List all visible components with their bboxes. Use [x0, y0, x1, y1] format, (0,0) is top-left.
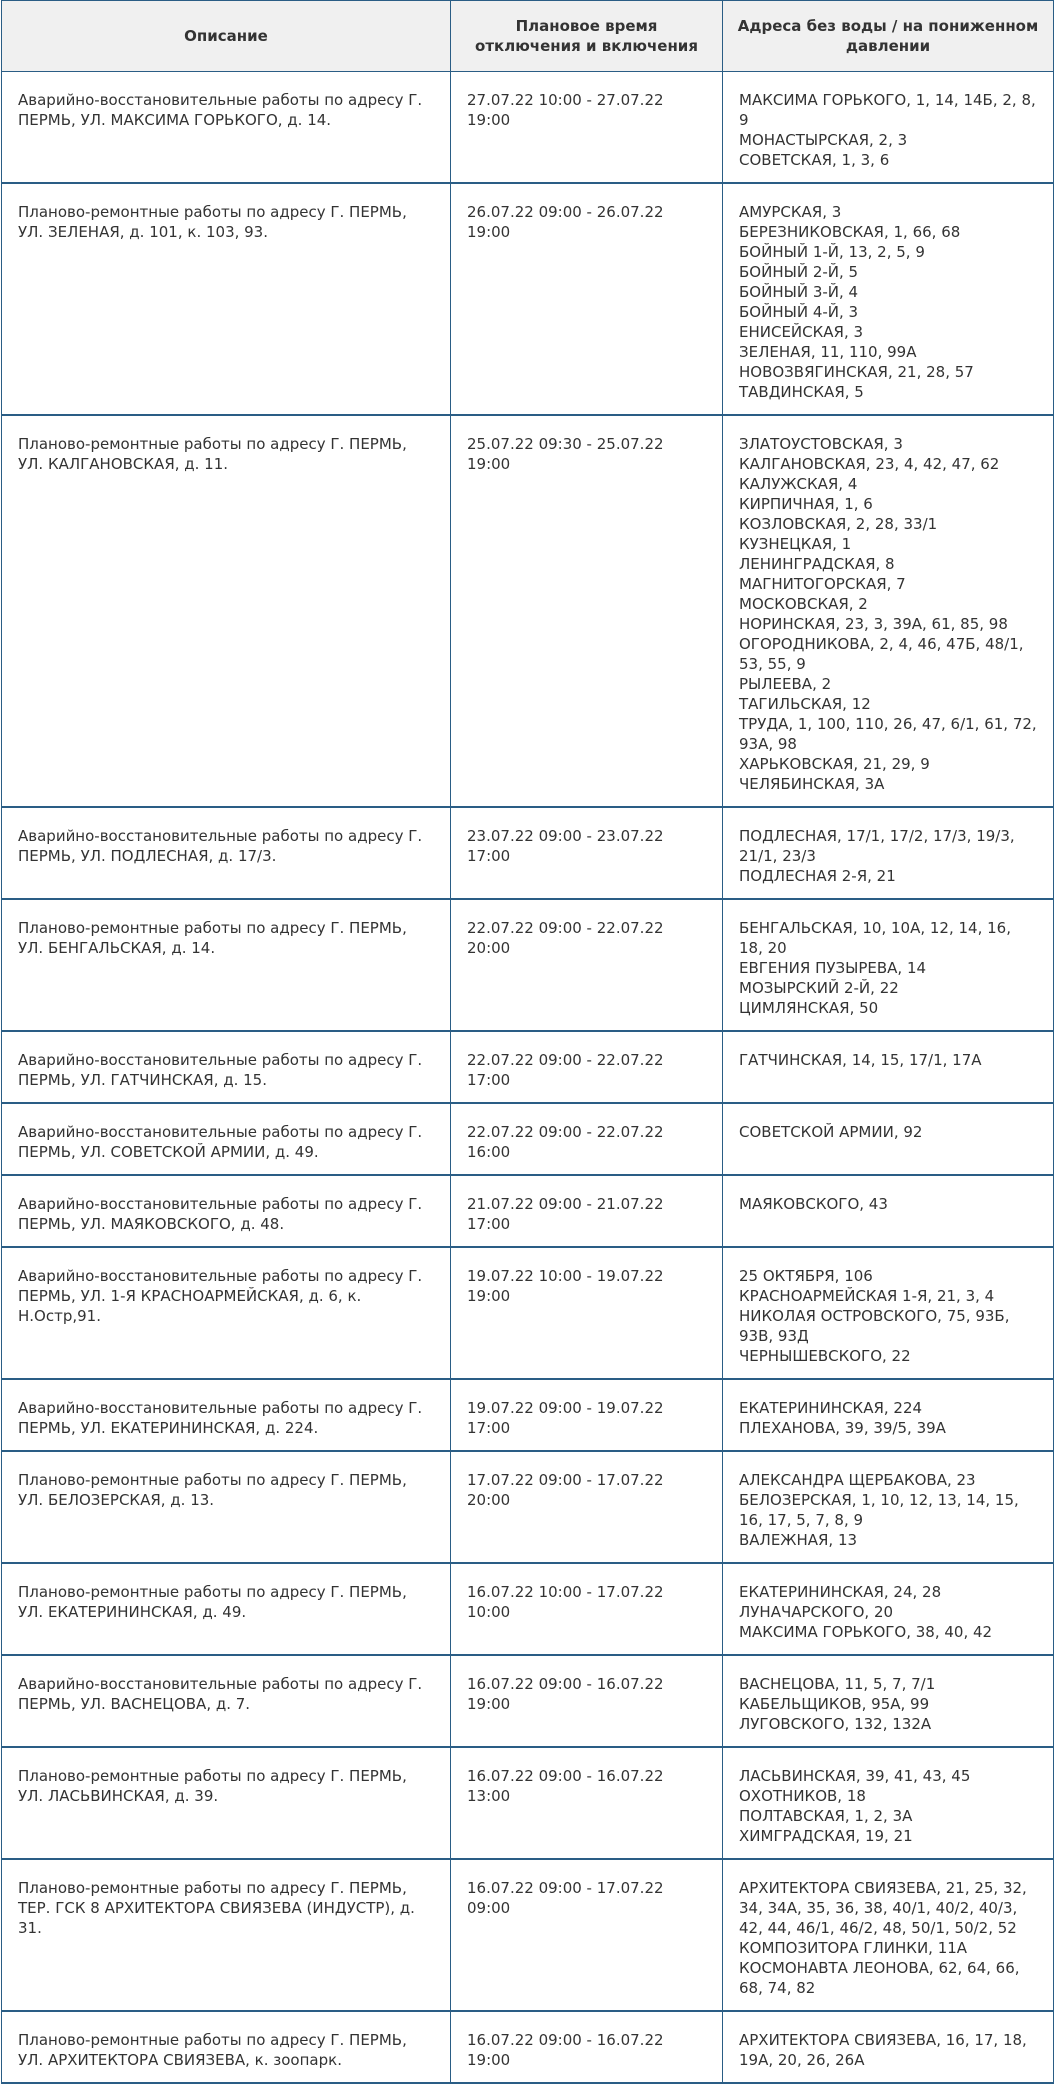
table-row	[2, 1747, 1054, 1859]
row-addresses	[723, 1859, 1054, 2011]
row-description: Аварийно-восстановительные работы по адресу Г. ПЕРМЬ, УЛ. ГАТЧИНСКАЯ, д. 15.	[2, 1031, 451, 1103]
table-row	[2, 1379, 1054, 1451]
table-row	[2, 1859, 1054, 2011]
address-line: ХАРЬКОВСКАЯ, 21, 29, 9	[739, 755, 930, 773]
row-description: Планово-ремонтные работы по адресу Г. ПЕРМЬ, УЛ. БЕЛОЗЕРСКАЯ, д. 13.	[2, 1451, 451, 1563]
address-line: СОВЕТСКАЯ, 1, 3, 6	[739, 151, 890, 169]
address-line: МАЯКОВСКОГО, 43	[739, 1195, 888, 1213]
row-description: Аварийно-восстановительные работы по адресу Г. ПЕРМЬ, УЛ. СОВЕТСКОЙ АРМИИ, д. 49.	[2, 1103, 451, 1175]
address-line: БОЙНЫЙ 2-Й, 5	[739, 263, 859, 281]
address-line: ЗЛАТОУСТОВСКАЯ, 3	[739, 435, 903, 453]
row-description: Аварийно-восстановительные работы по адресу Г. ПЕРМЬ, УЛ. МАЯКОВСКОГО, д. 48.	[2, 1175, 451, 1247]
address-line: СОВЕТСКОЙ АРМИИ, 92	[739, 1123, 923, 1141]
address-line: КАЛГАНОВСКАЯ, 23, 4, 42, 47, 62	[739, 455, 1000, 473]
row-addresses	[723, 1747, 1054, 1859]
address-line: ВАСНЕЦОВА, 11, 5, 7, 7/1	[739, 1675, 936, 1693]
address-line: ПОДЛЕСНАЯ, 17/1, 17/2, 17/3, 19/3, 21/1, 23/3	[739, 827, 1015, 865]
address-line: КАЛУЖСКАЯ, 4	[739, 475, 858, 493]
row-time: 16.07.22 09:00 - 16.07.22 13:00	[451, 1747, 723, 1859]
address-line: КОЗЛОВСКАЯ, 2, 28, 33/1	[739, 515, 938, 533]
address-line: ЕКАТЕРИНИНСКАЯ, 24, 28	[739, 1583, 942, 1601]
table-row	[2, 415, 1054, 807]
row-time: 22.07.22 09:00 - 22.07.22 20:00	[451, 899, 723, 1031]
row-addresses	[723, 1451, 1054, 1563]
address-line: ХИМГРАДСКАЯ, 19, 21	[739, 1827, 913, 1845]
row-description: Аварийно-восстановительные работы по адресу Г. ПЕРМЬ, УЛ. МАКСИМА ГОРЬКОГО, д. 14.	[2, 72, 451, 184]
header-time: Плановое время отключения и включения	[451, 1, 723, 72]
table-row	[2, 899, 1054, 1031]
address-line: МОСКОВСКАЯ, 2	[739, 595, 868, 613]
address-line: КОМПОЗИТОРА ГЛИНКИ, 11А	[739, 1939, 968, 1957]
table-row	[2, 1563, 1054, 1655]
row-time: 19.07.22 10:00 - 19.07.22 19:00	[451, 1247, 723, 1379]
address-line: ЕНИСЕЙСКАЯ, 3	[739, 323, 864, 341]
header-addresses: Адреса без воды / на пониженном давлении	[723, 1, 1054, 72]
row-addresses	[723, 1247, 1054, 1379]
address-line: ЛЕНИНГРАДСКАЯ, 8	[739, 555, 895, 573]
row-description: Планово-ремонтные работы по адресу Г. ПЕРМЬ, УЛ. ЕКАТЕРИНИНСКАЯ, д. 49.	[2, 1563, 451, 1655]
table-header-row	[2, 1, 1054, 72]
address-line: КРАСНОАРМЕЙСКАЯ 1-Я, 21, 3, 4	[739, 1287, 995, 1305]
row-addresses	[723, 1031, 1054, 1103]
address-line: БЕРЕЗНИКОВСКАЯ, 1, 66, 68	[739, 223, 961, 241]
address-line: ЛУНАЧАРСКОГО, 20	[739, 1603, 894, 1621]
row-description: Планово-ремонтные работы по адресу Г. ПЕРМЬ, УЛ. АРХИТЕКТОРА СВИЯЗЕВА, к. зоопарк.	[2, 2011, 451, 2083]
address-line: ЗЕЛЕНАЯ, 11, 110, 99А	[739, 343, 917, 361]
row-description: Аварийно-восстановительные работы по адресу Г. ПЕРМЬ, УЛ. ВАСНЕЦОВА, д. 7.	[2, 1655, 451, 1747]
row-description: Планово-ремонтные работы по адресу Г. ПЕРМЬ, ТЕР. ГСК 8 АРХИТЕКТОРА СВИЯЗЕВА (ИНДУСТР), д. 31.	[2, 1859, 451, 2011]
row-time: 27.07.22 10:00 - 27.07.22 19:00	[451, 72, 723, 184]
row-addresses	[723, 415, 1054, 807]
address-line: БЕНГАЛЬСКАЯ, 10, 10А, 12, 14, 16, 18, 20	[739, 919, 1011, 957]
address-line: МАКСИМА ГОРЬКОГО, 38, 40, 42	[739, 1623, 993, 1641]
row-time: 22.07.22 09:00 - 22.07.22 17:00	[451, 1031, 723, 1103]
row-time: 16.07.22 09:00 - 17.07.22 09:00	[451, 1859, 723, 2011]
address-line: ПОДЛЕСНАЯ 2-Я, 21	[739, 867, 896, 885]
address-line: КОСМОНАВТА ЛЕОНОВА, 62, 64, 66, 68, 74, 82	[739, 1959, 1020, 1997]
address-line: АРХИТЕКТОРА СВИЯЗЕВА, 21, 25, 32, 34, 34А, 35, 36, 38, 40/1, 40/2, 40/3, 42, 44, 46/1, 46/2, 48, 50/1, 50/2, 52	[739, 1879, 1027, 1937]
address-line: ПОЛТАВСКАЯ, 1, 2, 3А	[739, 1807, 913, 1825]
address-line: ТРУДА, 1, 100, 110, 26, 47, 6/1, 61, 72, 93А, 98	[739, 715, 1037, 753]
address-line: ЧЕРНЫШЕВСКОГО, 22	[739, 1347, 911, 1365]
row-time: 21.07.22 09:00 - 21.07.22 17:00	[451, 1175, 723, 1247]
table-row	[2, 1655, 1054, 1747]
row-description: Планово-ремонтные работы по адресу Г. ПЕРМЬ, УЛ. КАЛГАНОВСКАЯ, д. 11.	[2, 415, 451, 807]
address-line: ЕКАТЕРИНИНСКАЯ, 224	[739, 1399, 923, 1417]
address-line: БОЙНЫЙ 3-Й, 4	[739, 283, 859, 301]
address-line: БОЙНЫЙ 4-Й, 3	[739, 303, 859, 321]
row-addresses	[723, 807, 1054, 899]
row-description: Аварийно-восстановительные работы по адресу Г. ПЕРМЬ, УЛ. ЕКАТЕРИНИНСКАЯ, д. 224.	[2, 1379, 451, 1451]
row-addresses	[723, 1563, 1054, 1655]
table-row	[2, 1175, 1054, 1247]
address-line: ОГОРОДНИКОВА, 2, 4, 46, 47Б, 48/1, 53, 55, 9	[739, 635, 1024, 673]
row-time: 26.07.22 09:00 - 26.07.22 19:00	[451, 183, 723, 415]
table-body	[2, 72, 1054, 2084]
address-line: РЫЛЕЕВА, 2	[739, 675, 832, 693]
address-line: НОВОЗВЯГИНСКАЯ, 21, 28, 57	[739, 363, 974, 381]
row-description: Планово-ремонтные работы по адресу Г. ПЕРМЬ, УЛ. БЕНГАЛЬСКАЯ, д. 14.	[2, 899, 451, 1031]
address-line: КАБЕЛЬЩИКОВ, 95А, 99	[739, 1695, 930, 1713]
table-row	[2, 1031, 1054, 1103]
table-row	[2, 1451, 1054, 1563]
address-line: АРХИТЕКТОРА СВИЯЗЕВА, 16, 17, 18, 19А, 20, 26, 26А	[739, 2031, 1027, 2069]
row-addresses	[723, 72, 1054, 184]
table-row	[2, 807, 1054, 899]
address-line: ГАТЧИНСКАЯ, 14, 15, 17/1, 17А	[739, 1051, 982, 1069]
address-line: МОЗЫРСКИЙ 2-Й, 22	[739, 979, 899, 997]
row-time: 16.07.22 09:00 - 16.07.22 19:00	[451, 1655, 723, 1747]
address-line: КИРПИЧНАЯ, 1, 6	[739, 495, 873, 513]
address-line: ТАВДИНСКАЯ, 5	[739, 383, 864, 401]
address-line: ПЛЕХАНОВА, 39, 39/5, 39А	[739, 1419, 946, 1437]
address-line: АМУРСКАЯ, 3	[739, 203, 842, 221]
table-row	[2, 183, 1054, 415]
address-line: ЦИМЛЯНСКАЯ, 50	[739, 999, 879, 1017]
table-row	[2, 2011, 1054, 2083]
address-line: КУЗНЕЦКАЯ, 1	[739, 535, 852, 553]
address-line: ЕВГЕНИЯ ПУЗЫРЕВА, 14	[739, 959, 927, 977]
address-line: ЛАСЬВИНСКАЯ, 39, 41, 43, 45	[739, 1767, 971, 1785]
row-description: Аварийно-восстановительные работы по адресу Г. ПЕРМЬ, УЛ. 1-Я КРАСНОАРМЕЙСКАЯ, д. 6, к. Н.Остр,91.	[2, 1247, 451, 1379]
address-line: МАКСИМА ГОРЬКОГО, 1, 14, 14Б, 2, 8, 9	[739, 91, 1036, 129]
row-time: 25.07.22 09:30 - 25.07.22 19:00	[451, 415, 723, 807]
outage-table	[1, 0, 1054, 2084]
address-line: МАГНИТОГОРСКАЯ, 7	[739, 575, 906, 593]
row-time: 19.07.22 09:00 - 19.07.22 17:00	[451, 1379, 723, 1451]
row-addresses	[723, 2011, 1054, 2083]
address-line: МОНАСТЫРСКАЯ, 2, 3	[739, 131, 908, 149]
row-description: Планово-ремонтные работы по адресу Г. ПЕРМЬ, УЛ. ЗЕЛЕНАЯ, д. 101, к. 103, 93.	[2, 183, 451, 415]
address-line: ЛУГОВСКОГО, 132, 132А	[739, 1715, 932, 1733]
address-line: ТАГИЛЬСКАЯ, 12	[739, 695, 871, 713]
address-line: ВАЛЕЖНАЯ, 13	[739, 1531, 858, 1549]
row-addresses	[723, 183, 1054, 415]
table-row	[2, 1103, 1054, 1175]
row-addresses	[723, 1379, 1054, 1451]
header-description: Описание	[2, 1, 451, 72]
address-line: ЧЕЛЯБИНСКАЯ, 3А	[739, 775, 885, 793]
row-time: 17.07.22 09:00 - 17.07.22 20:00	[451, 1451, 723, 1563]
row-time: 16.07.22 09:00 - 16.07.22 19:00	[451, 2011, 723, 2083]
table-row	[2, 1247, 1054, 1379]
row-addresses	[723, 1655, 1054, 1747]
address-line: НОРИНСКАЯ, 23, 3, 39А, 61, 85, 98	[739, 615, 1008, 633]
row-addresses	[723, 899, 1054, 1031]
row-addresses	[723, 1175, 1054, 1247]
address-line: АЛЕКСАНДРА ЩЕРБАКОВА, 23	[739, 1471, 976, 1489]
address-line: 25 ОКТЯБРЯ, 106	[739, 1267, 873, 1285]
row-description: Планово-ремонтные работы по адресу Г. ПЕРМЬ, УЛ. ЛАСЬВИНСКАЯ, д. 39.	[2, 1747, 451, 1859]
address-line: БЕЛОЗЕРСКАЯ, 1, 10, 12, 13, 14, 15, 16, 17, 5, 7, 8, 9	[739, 1491, 1019, 1529]
address-line: БОЙНЫЙ 1-Й, 13, 2, 5, 9	[739, 243, 925, 261]
row-description: Аварийно-восстановительные работы по адресу Г. ПЕРМЬ, УЛ. ПОДЛЕСНАЯ, д. 17/3.	[2, 807, 451, 899]
row-time: 16.07.22 10:00 - 17.07.22 10:00	[451, 1563, 723, 1655]
row-addresses	[723, 1103, 1054, 1175]
row-time: 23.07.22 09:00 - 23.07.22 17:00	[451, 807, 723, 899]
address-line: ОХОТНИКОВ, 18	[739, 1787, 866, 1805]
address-line: НИКОЛАЯ ОСТРОВСКОГО, 75, 93Б, 93В, 93Д	[739, 1307, 1010, 1345]
table-row	[2, 72, 1054, 184]
row-time: 22.07.22 09:00 - 22.07.22 16:00	[451, 1103, 723, 1175]
